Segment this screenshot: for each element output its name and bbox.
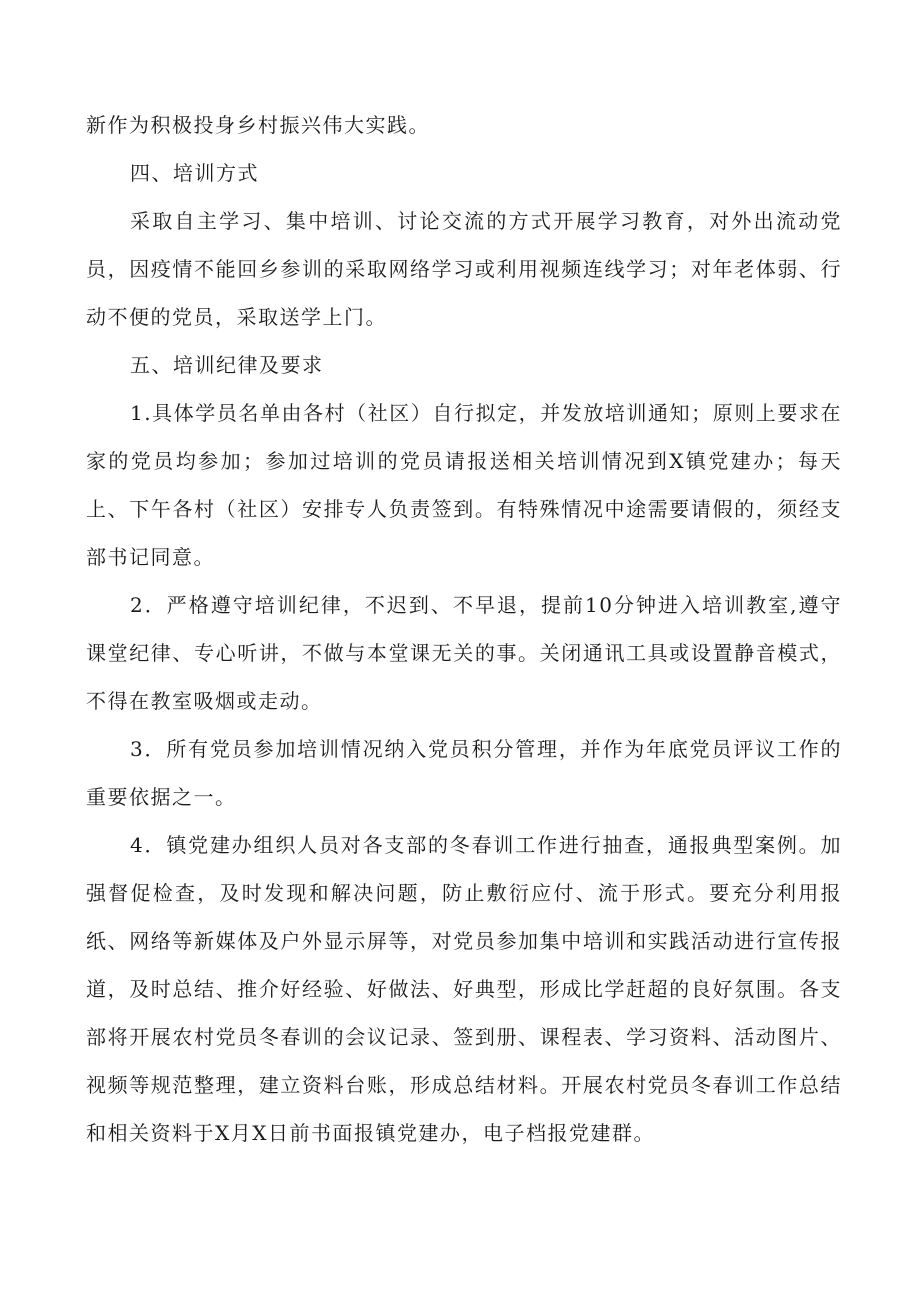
- paragraph-requirement-3: 3．所有党员参加培训情况纳入党员积分管理，并作为年底党员评议工作的重要依据之一。: [86, 737, 842, 809]
- paragraph-requirement-4: 4．镇党建办组织人员对各支部的冬春训工作进行抽查，通报典型案例。加强督促检查，及时发现和解决问题，防止敷衍应付、流于形式。要充分利用报纸、网络等新媒体及户外显示屏等，对党员参加集中培训和实践活动进行宣传报道，及时总结、推介好经验、好做法、好典型，形成比学赶超的良好氛围。各支部将开展农村党员冬春训的会议记录、签到册、课程表、学习资料、活动图片、视频等规范整理，建立资料台账，形成总结材料。开展农村党员冬春训工作总结和相关资料于X月X日前书面报镇党建办，电子档报党建群。: [86, 833, 842, 1145]
- section-heading-training-method: 四、培训方式: [130, 161, 259, 185]
- paragraph-training-method: 采取自主学习、集中培训、讨论交流的方式开展学习教育，对外出流动党员，因疫情不能回乡参训的采取网络学习或利用视频连线学习；对年老体弱、行动不便的党员，采取送学上门。: [86, 209, 842, 329]
- paragraph-requirement-1: 1.具体学员名单由各村（社区）自行拟定，并发放培训通知；原则上要求在家的党员均参加；参加过培训的党员请报送相关培训情况到X镇党建办；每天上、下午各村（社区）安排专人负责签到。有特殊情况中途需要请假的，须经支部书记同意。: [86, 401, 842, 569]
- section-heading-discipline: 五、培训纪律及要求: [130, 353, 324, 377]
- continuation-paragraph: 新作为积极投身乡村振兴伟大实践。: [86, 113, 430, 137]
- document-body: [86, 101, 842, 1157]
- paragraph-requirement-2: 2．严格遵守培训纪律，不迟到、不早退，提前10分钟进入培训教室,遵守课堂纪律、专心听讲，不做与本堂课无关的事。关闭通讯工具或设置静音模式，不得在教室吸烟或走动。: [86, 593, 842, 713]
